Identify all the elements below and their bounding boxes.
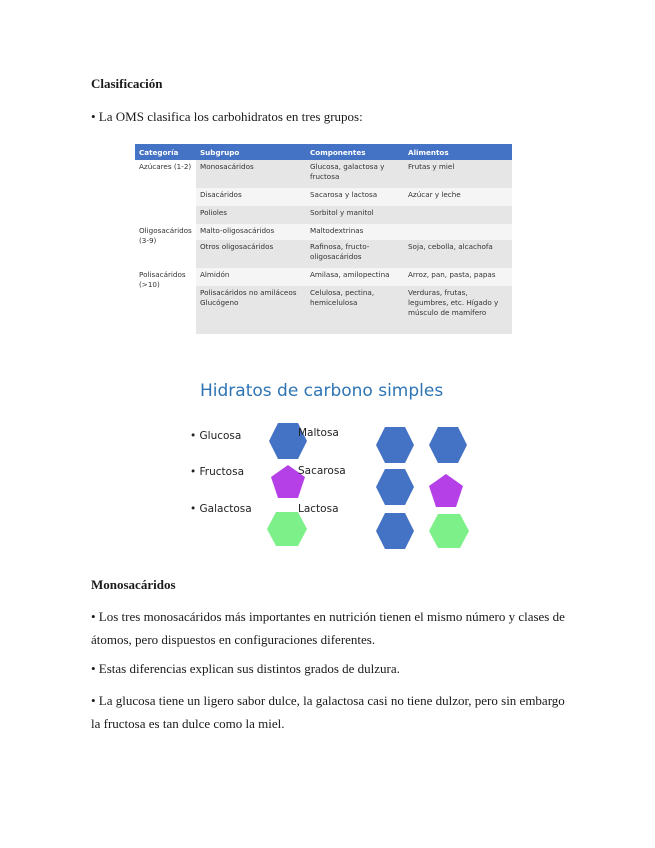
subgroup-cell: Polisacáridos no amiláceos Glucógeno — [196, 286, 306, 334]
list-item-maltosa: Maltosa — [298, 427, 339, 439]
subgroup-cell: Disacáridos — [196, 188, 306, 206]
category-cell: Oligosacáridos (3-9) — [135, 224, 196, 268]
components-cell: Amilasa, amilopectina — [306, 268, 404, 286]
components-cell: Celulosa, pectina, hemicelulosa — [306, 286, 404, 334]
header-categoria: Categoría — [135, 144, 196, 160]
category-cell: Polisacáridos (>10) — [135, 268, 196, 334]
table-row — [135, 268, 512, 286]
table-header-row — [135, 144, 512, 160]
category-cell: Azúcares (1-2) — [135, 160, 196, 224]
components-cell: Rafinosa, fructo-oligosacáridos — [306, 240, 404, 268]
list-item-glucosa: • Glucosa — [190, 430, 242, 442]
section-title-clasificacion: Clasificación — [91, 76, 163, 91]
header-subgrupo: Subgrupo — [196, 144, 306, 160]
list-item-lactosa: Lactosa — [298, 503, 339, 515]
lactose-green-hexagon-icon — [428, 513, 470, 549]
subgroup-cell: Monosacáridos — [196, 160, 306, 188]
components-cell: Maltodextrinas — [306, 224, 404, 240]
header-componentes: Componentes — [306, 144, 404, 160]
maltose-hexagon-1-icon — [375, 425, 415, 465]
foods-cell: Frutas y miel — [404, 160, 512, 188]
list-item-fructosa: • Fructosa — [190, 466, 244, 478]
paragraph-3: • La glucosa tiene un ligero sabor dulce, la galactosa casi no tiene dulzor, pero sin embargo la fructosa es tan dulce como la miel. — [91, 693, 565, 731]
foods-cell: Azúcar y leche — [404, 188, 512, 206]
components-cell: Sacarosa y lactosa — [306, 188, 404, 206]
subgroup-cell: Otros oligosacáridos — [196, 240, 306, 268]
sucrose-pentagon-icon — [428, 473, 464, 509]
foods-cell: Arroz, pan, pasta, papas — [404, 268, 512, 286]
subgroup-cell: Polioles — [196, 206, 306, 224]
paragraph-2: • Estas diferencias explican sus distintos grados de dulzura. — [91, 661, 400, 676]
section-title-monosacaridos: Monosacáridos — [91, 577, 176, 592]
foods-cell: Verduras, frutas, legumbres, etc. Hígado y músculo de mamífero — [404, 286, 512, 334]
intro-paragraph: • La OMS clasifica los carbohidratos en tres grupos: — [91, 109, 363, 124]
slide-title: Hidratos de carbono simples — [200, 381, 444, 401]
list-item-galactosa: • Galactosa — [190, 503, 252, 515]
table-row — [135, 224, 512, 240]
slide-simple-carbohydrates — [170, 375, 500, 560]
header-alimentos: Alimentos — [404, 144, 512, 160]
sucrose-hexagon-icon — [375, 467, 415, 507]
table-row — [135, 160, 512, 188]
subgroup-cell: Almidón — [196, 268, 306, 286]
galactose-hexagon-icon — [266, 511, 308, 547]
foods-cell — [404, 206, 512, 224]
foods-cell: Soja, cebolla, alcachofa — [404, 240, 512, 268]
maltose-hexagon-2-icon — [428, 425, 468, 465]
foods-cell — [404, 224, 512, 240]
carbohydrate-table — [135, 144, 512, 334]
lactose-hexagon-icon — [375, 512, 415, 550]
subgroup-cell: Malto-oligosacáridos — [196, 224, 306, 240]
list-item-sacarosa: Sacarosa — [298, 465, 346, 477]
components-cell: Glucosa, galactosa y fructosa — [306, 160, 404, 188]
paragraph-1: • Los tres monosacáridos más importantes en nutrición tienen el mismo número y clases de átomos, pero dispuestos en configuraciones diferentes. — [91, 609, 565, 647]
components-cell: Sorbitol y manitol — [306, 206, 404, 224]
